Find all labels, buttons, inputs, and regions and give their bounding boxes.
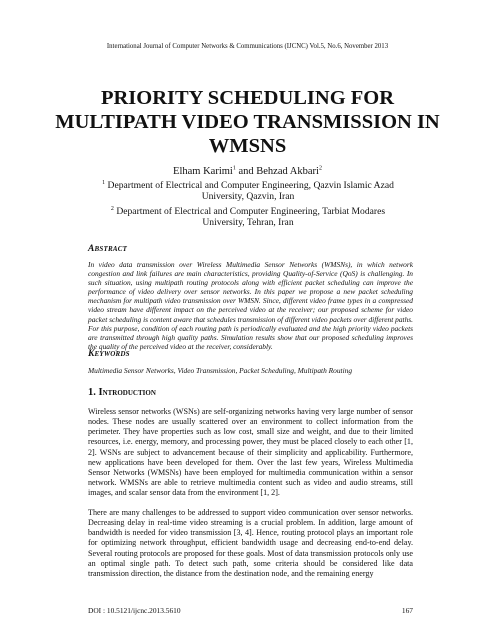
abstract-heading: Abstract: [88, 244, 128, 254]
journal-header: International Journal of Computer Networks & Communications (IJCNC) Vol.5, No.6, November 2013: [106, 43, 389, 50]
affiliation-superscript: 2: [110, 205, 114, 212]
author-superscript: 1: [232, 165, 236, 172]
paper-title: PRIORITY SCHEDULING FOR MULTIPATH VIDEO TRANSMISSION IN WMSNS: [55, 87, 440, 157]
body-paragraph: Wireless sensor networks (WSNs) are self-organizing networks having very large number of sensor nodes. These nodes are usually scattered over an environment to collect information from the perimeter. They have properties such as low cost, small size and weight, and due to their limited resources, i.e. energy, memory, and processing power, they must be placed closely to each other [1, 2]. WSNs are subject to advancement because of their simplicity and applicability. Furthermore, new applications have been developed for them. Over the last few years, Wireless Multimedia Sensor Networks (WMSNs) have been employed for multimedia communication within a sensor network. WMSNs are able to retrieve multimedia content such as video and audio streams, still images, and scalar sensor data from the environment [1, 2].: [88, 407, 413, 498]
introduction-heading: 1. Introduction: [88, 387, 156, 398]
body-paragraph: There are many challenges to be addressed to support video communication over sensor networks. Decreasing delay in real-time video streaming is a crucial problem. In addition, large amount of bandwidth is needed for video transmission [3, 4]. Hence, routing protocol plays an important role for optimizing network throughput, efficient bandwidth usage and decreasing end-to-end delay. Several routing protocols are proposed for these goals. Most of data transmission protocols only use an optimal single path. To detect such path, some criteria should be considered like data transmission direction, the distance from the destination node, and the remaining energy: [88, 508, 413, 578]
affiliation: [92, 180, 404, 202]
abstract-text: In video data transmission over Wireless Multimedia Sensor Networks (WMSNs), in which network congestion and link failures are main characteristics, providing Quality-of-Service (QoS) is challenging. In such situation, using multipath routing protocols along with efficient packet scheduling can improve the performance of video delivery over sensor networks. In this paper we propose a new packet scheduling mechanism for multipath video transmission over WMSN. Since, different video frame types in a compressed video stream have different impact on the perceived video at the receiver; our proposed scheme for video packet scheduling is content aware that schedules transmission of different video packets over different paths. For this purpose, condition of each routing path is periodically evaluated and the high priority video packets are transmitted through high quality paths. Simulation results show that our proposed scheduling improves the quality of the perceived video at the receiver, considerably.: [88, 260, 413, 351]
affiliation: [92, 206, 404, 228]
author-superscript: 2: [318, 165, 322, 172]
keywords-text: Multimedia Sensor Networks, Video Transmission, Packet Scheduling, Multipath Routing: [88, 366, 353, 375]
author-connector: and: [235, 166, 257, 177]
affiliation-text: Department of Electrical and Computer Engineering, Qazvin Islamic Azad University, Qazvin, Iran: [107, 180, 394, 202]
affiliation-text: Department of Electrical and Computer Engineering, Tarbiat Modares University, Tehran, Iran: [116, 206, 386, 228]
page-number: 167: [401, 606, 413, 615]
footer-doi: DOI : 10.5121/ijcnc.2013.5610: [88, 606, 181, 615]
keywords-heading: Keywords: [88, 349, 130, 359]
author-name: Elham Karimi: [173, 166, 233, 177]
author-line: [0, 166, 495, 177]
affiliation-superscript: 1: [102, 179, 106, 186]
author-name: Behzad Akbari: [256, 166, 319, 177]
